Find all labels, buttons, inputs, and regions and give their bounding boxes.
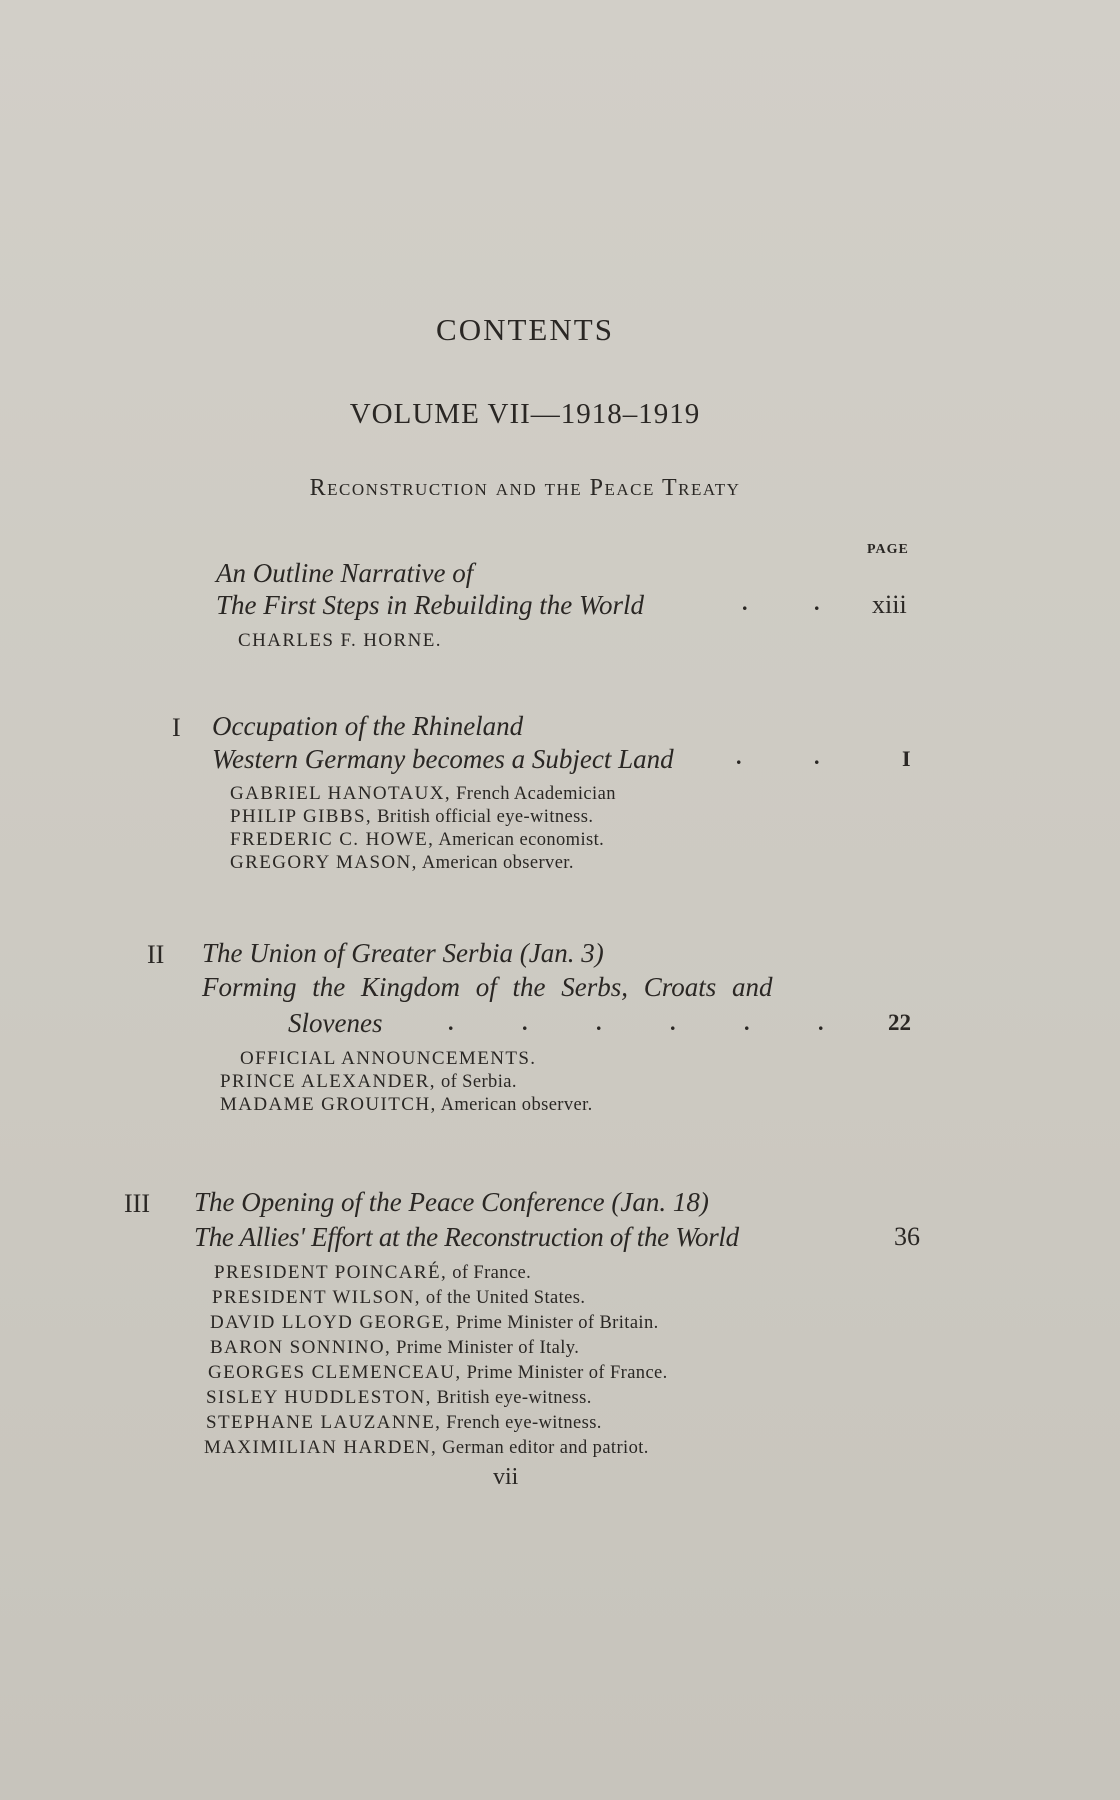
author-name: GABRIEL HANOTAUX, — [230, 783, 452, 804]
author-name: OFFICIAL ANNOUNCEMENTS. — [240, 1048, 537, 1069]
entry-title-line: Forming the Kingdom of the Serbs, Croats and — [202, 972, 773, 1002]
leader-dot: . — [522, 1010, 528, 1035]
leader-dot: . — [814, 590, 820, 615]
author-desc: of Serbia. — [435, 1072, 517, 1092]
author-line — [204, 1437, 649, 1459]
page-title: CONTENTS — [436, 312, 614, 347]
author-name: GEORGES CLEMENCEAU, — [208, 1362, 462, 1383]
author-line — [230, 829, 604, 851]
page-column-label: PAGE — [867, 542, 909, 557]
author-desc: American observer. — [417, 853, 574, 873]
leader-dot: . — [742, 590, 748, 615]
entry-title-line: The Union of Greater Serbia (Jan. 3) — [202, 938, 604, 968]
author-line — [206, 1387, 592, 1409]
author-line — [220, 1094, 593, 1116]
author-line — [240, 1048, 536, 1070]
author-name: PRINCE ALEXANDER, — [220, 1071, 436, 1092]
author-name: DAVID LLOYD GEORGE, — [210, 1312, 452, 1333]
author-desc: German editor and patriot. — [437, 1438, 649, 1458]
chapter-numeral: I — [172, 713, 181, 742]
entry-page-number: I — [902, 746, 911, 771]
author-name: MAXIMILIAN HARDEN, — [204, 1437, 438, 1458]
author-desc: American economist. — [434, 830, 605, 850]
entry-title-line: The Opening of the Peace Conference (Jan. 18) — [194, 1187, 709, 1217]
author-desc: Prime Minister of Britain. — [451, 1313, 659, 1333]
author-name: SISLEY HUDDLESTON, — [206, 1387, 432, 1408]
leader-dot: . — [818, 1010, 824, 1035]
author-desc: American observer. — [436, 1095, 593, 1115]
entry-title-line: Western Germany becomes a Subject Land — [212, 744, 674, 774]
author-desc: Prime Minister of France. — [461, 1363, 668, 1383]
author-line — [208, 1362, 668, 1384]
author-line — [210, 1312, 659, 1334]
leader-dot: . — [744, 1010, 750, 1035]
section-heading: Reconstruction and the Peace Treaty — [309, 475, 741, 501]
author-name: BARON SONNINO, — [210, 1337, 392, 1358]
chapter-numeral: III — [124, 1189, 150, 1218]
author-desc: French eye-witness. — [441, 1413, 602, 1433]
author-line — [230, 806, 593, 828]
author-name: FREDERIC C. HOWE, — [230, 829, 435, 850]
leader-dot: . — [736, 744, 742, 769]
entry-page-number: xiii — [872, 590, 907, 619]
leader-dot: . — [814, 744, 820, 769]
author-desc: French Academician — [451, 784, 616, 804]
leader-dot: . — [670, 1010, 676, 1035]
entry-title-line: Slovenes — [288, 1008, 383, 1038]
entry-title-line: Occupation of the Rhineland — [212, 711, 524, 741]
author-name: GREGORY MASON, — [230, 852, 418, 873]
author-name: PRESIDENT WILSON, — [212, 1287, 421, 1308]
author-line — [238, 630, 442, 652]
author-name: MADAME GROUITCH, — [220, 1094, 437, 1115]
author-desc: British official eye-witness. — [372, 807, 594, 827]
chapter-numeral: II — [147, 940, 165, 969]
entry-title-line: An Outline Narrative of — [216, 558, 474, 588]
author-line — [214, 1262, 531, 1284]
entry-title-line: The First Steps in Rebuilding the World — [216, 590, 644, 620]
author-desc: of the United States. — [420, 1288, 586, 1308]
author-line — [210, 1337, 579, 1359]
author-line — [206, 1412, 602, 1434]
author-name: PRESIDENT POINCARÉ, — [214, 1262, 448, 1283]
leader-dot: . — [596, 1010, 602, 1035]
author-desc: British eye-witness. — [431, 1388, 592, 1408]
author-name: CHARLES F. HORNE. — [238, 630, 442, 651]
entry-page-number: 36 — [894, 1222, 920, 1251]
leader-dot: . — [448, 1010, 454, 1035]
author-desc: of France. — [447, 1263, 532, 1283]
volume-heading: VOLUME VII—1918–1919 — [349, 398, 701, 430]
author-desc: Prime Minister of Italy. — [391, 1338, 580, 1358]
author-line — [212, 1287, 585, 1309]
author-line — [220, 1071, 517, 1093]
page-number: vii — [493, 1464, 519, 1490]
author-name: PHILIP GIBBS, — [230, 806, 373, 827]
author-name: STEPHANE LAUZANNE, — [206, 1412, 442, 1433]
author-line — [230, 783, 616, 805]
entry-page-number: 22 — [888, 1010, 911, 1035]
author-line — [230, 852, 574, 874]
entry-title-line: The Allies' Effort at the Reconstruction of the World — [194, 1222, 739, 1252]
